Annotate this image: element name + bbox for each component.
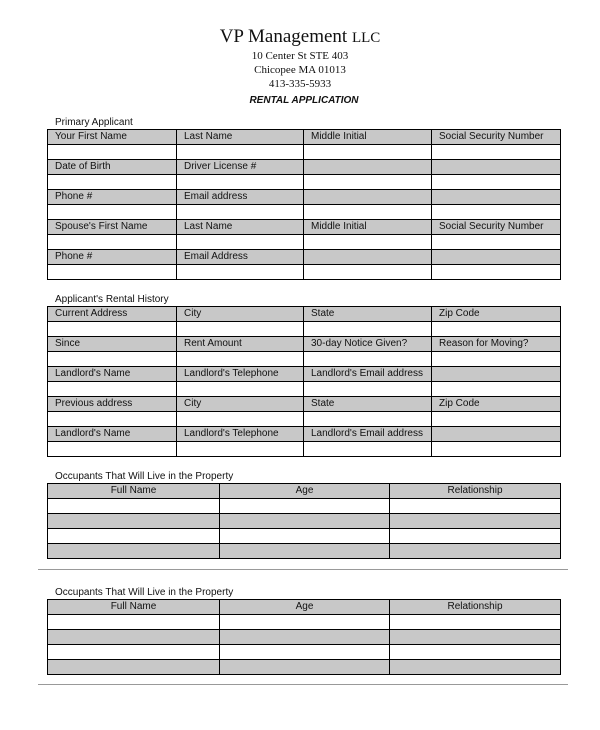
divider bbox=[38, 569, 568, 570]
field-label: Middle Initial bbox=[304, 130, 432, 145]
input-cell[interactable] bbox=[177, 205, 304, 220]
table-row bbox=[48, 615, 561, 630]
input-cell[interactable] bbox=[432, 382, 561, 397]
field-label: State bbox=[304, 307, 432, 322]
field-label: Phone # bbox=[48, 190, 177, 205]
address-line-2: Chicopee MA 01013 bbox=[254, 64, 346, 76]
field-label: Landlord's Name bbox=[48, 367, 177, 382]
input-cell[interactable] bbox=[390, 645, 561, 660]
table-row bbox=[48, 514, 561, 529]
table-row bbox=[48, 235, 561, 250]
field-label: Spouse's First Name bbox=[48, 220, 177, 235]
input-cell[interactable] bbox=[177, 352, 304, 367]
input-cell[interactable] bbox=[390, 514, 561, 529]
table-row bbox=[48, 250, 561, 265]
table-row bbox=[48, 442, 561, 457]
field-label bbox=[304, 190, 432, 205]
field-label: Last Name bbox=[177, 220, 304, 235]
column-header: Full Name bbox=[48, 484, 220, 499]
table-row bbox=[48, 220, 561, 235]
input-cell[interactable] bbox=[220, 615, 390, 630]
primary-applicant-table bbox=[47, 129, 561, 280]
field-label: City bbox=[177, 307, 304, 322]
occupants-table-2 bbox=[47, 599, 561, 675]
input-cell[interactable] bbox=[48, 529, 220, 544]
field-label: Since bbox=[48, 337, 177, 352]
input-cell[interactable] bbox=[48, 145, 177, 160]
input-cell[interactable] bbox=[48, 235, 177, 250]
field-label: City bbox=[177, 397, 304, 412]
input-cell[interactable] bbox=[304, 205, 432, 220]
input-cell[interactable] bbox=[220, 630, 390, 645]
table-header-row bbox=[48, 600, 561, 615]
input-cell[interactable] bbox=[390, 615, 561, 630]
table-row bbox=[48, 352, 561, 367]
input-cell[interactable] bbox=[432, 322, 561, 337]
field-label bbox=[432, 367, 561, 382]
address-line-1: 10 Center St STE 403 bbox=[251, 50, 349, 62]
input-cell[interactable] bbox=[220, 529, 390, 544]
input-cell[interactable] bbox=[48, 322, 177, 337]
table-row bbox=[48, 645, 561, 660]
field-label bbox=[432, 427, 561, 442]
input-cell[interactable] bbox=[48, 630, 220, 645]
divider bbox=[38, 684, 568, 685]
field-label: Date of Birth bbox=[48, 160, 177, 175]
table-row bbox=[48, 427, 561, 442]
field-label: Landlord's Telephone bbox=[177, 367, 304, 382]
field-label: Email address bbox=[177, 190, 304, 205]
input-cell[interactable] bbox=[304, 145, 432, 160]
input-cell[interactable] bbox=[48, 382, 177, 397]
occupants-label-2: Occupants That Will Live in the Property bbox=[55, 587, 234, 598]
rental-history-table bbox=[47, 306, 561, 457]
field-label bbox=[304, 250, 432, 265]
input-cell[interactable] bbox=[220, 660, 390, 675]
field-label: Email Address bbox=[177, 250, 304, 265]
input-cell[interactable] bbox=[220, 499, 390, 514]
company-phone: 413-335-5933 bbox=[268, 78, 332, 90]
input-cell[interactable] bbox=[390, 544, 561, 559]
table-row bbox=[48, 499, 561, 514]
letterhead bbox=[0, 26, 600, 91]
field-label: Landlord's Telephone bbox=[177, 427, 304, 442]
field-label: Last Name bbox=[177, 130, 304, 145]
table-row bbox=[48, 544, 561, 559]
field-label: Zip Code bbox=[432, 397, 561, 412]
input-cell[interactable] bbox=[304, 382, 432, 397]
input-cell[interactable] bbox=[48, 514, 220, 529]
field-label: Zip Code bbox=[432, 307, 561, 322]
table-row bbox=[48, 367, 561, 382]
input-cell[interactable] bbox=[432, 412, 561, 427]
input-cell[interactable] bbox=[390, 630, 561, 645]
input-cell[interactable] bbox=[432, 265, 561, 280]
table-row bbox=[48, 307, 561, 322]
field-label: Phone # bbox=[48, 250, 177, 265]
table-header-row bbox=[48, 484, 561, 499]
input-cell[interactable] bbox=[177, 442, 304, 457]
occupants-table bbox=[47, 483, 561, 559]
table-row bbox=[48, 190, 561, 205]
field-label: Reason for Moving? bbox=[432, 337, 561, 352]
input-cell[interactable] bbox=[304, 352, 432, 367]
table-row bbox=[48, 175, 561, 190]
input-cell[interactable] bbox=[432, 175, 561, 190]
input-cell[interactable] bbox=[304, 442, 432, 457]
input-cell[interactable] bbox=[390, 529, 561, 544]
field-label bbox=[432, 250, 561, 265]
input-cell[interactable] bbox=[304, 412, 432, 427]
table-row bbox=[48, 160, 561, 175]
input-cell[interactable] bbox=[48, 265, 177, 280]
input-cell[interactable] bbox=[304, 265, 432, 280]
input-cell[interactable] bbox=[177, 145, 304, 160]
table-row bbox=[48, 145, 561, 160]
table-row bbox=[48, 130, 561, 145]
field-label: Social Security Number bbox=[432, 220, 561, 235]
input-cell[interactable] bbox=[177, 235, 304, 250]
input-cell[interactable] bbox=[48, 615, 220, 630]
input-cell[interactable] bbox=[220, 514, 390, 529]
field-label: Social Security Number bbox=[432, 130, 561, 145]
input-cell[interactable] bbox=[48, 175, 177, 190]
input-cell[interactable] bbox=[48, 645, 220, 660]
column-header: Relationship bbox=[390, 600, 561, 615]
column-header: Age bbox=[220, 484, 390, 499]
table-row bbox=[48, 265, 561, 280]
field-label bbox=[304, 160, 432, 175]
input-cell[interactable] bbox=[177, 382, 304, 397]
company-name: VP Management LLC bbox=[219, 26, 381, 47]
input-cell[interactable] bbox=[48, 352, 177, 367]
field-label: Current Address bbox=[48, 307, 177, 322]
field-label: State bbox=[304, 397, 432, 412]
input-cell[interactable] bbox=[177, 265, 304, 280]
primary-applicant-label: Primary Applicant bbox=[55, 117, 133, 128]
table-row bbox=[48, 397, 561, 412]
field-label bbox=[432, 190, 561, 205]
input-cell[interactable] bbox=[390, 660, 561, 675]
input-cell[interactable] bbox=[390, 499, 561, 514]
rental-history-label: Applicant's Rental History bbox=[55, 294, 169, 305]
field-label: Middle Initial bbox=[304, 220, 432, 235]
input-cell[interactable] bbox=[432, 352, 561, 367]
table-row bbox=[48, 412, 561, 427]
column-header: Relationship bbox=[390, 484, 561, 499]
input-cell[interactable] bbox=[48, 205, 177, 220]
input-cell[interactable] bbox=[48, 660, 220, 675]
input-cell[interactable] bbox=[220, 544, 390, 559]
field-label: Landlord's Email address bbox=[304, 427, 432, 442]
table-row bbox=[48, 660, 561, 675]
column-header: Age bbox=[220, 600, 390, 615]
field-label: Previous address bbox=[48, 397, 177, 412]
input-cell[interactable] bbox=[48, 412, 177, 427]
input-cell[interactable] bbox=[432, 205, 561, 220]
input-cell[interactable] bbox=[220, 645, 390, 660]
table-row bbox=[48, 382, 561, 397]
table-row bbox=[48, 322, 561, 337]
input-cell[interactable] bbox=[304, 322, 432, 337]
field-label: Rent Amount bbox=[177, 337, 304, 352]
input-cell[interactable] bbox=[432, 235, 561, 250]
table-row bbox=[48, 205, 561, 220]
input-cell[interactable] bbox=[432, 145, 561, 160]
input-cell[interactable] bbox=[177, 322, 304, 337]
field-label: 30-day Notice Given? bbox=[304, 337, 432, 352]
table-row bbox=[48, 337, 561, 352]
input-cell[interactable] bbox=[48, 499, 220, 514]
input-cell[interactable] bbox=[177, 412, 304, 427]
occupants-label: Occupants That Will Live in the Property bbox=[55, 471, 234, 482]
field-label: Landlord's Name bbox=[48, 427, 177, 442]
input-cell[interactable] bbox=[432, 442, 561, 457]
input-cell[interactable] bbox=[177, 175, 304, 190]
field-label: Landlord's Email address bbox=[304, 367, 432, 382]
input-cell[interactable] bbox=[48, 544, 220, 559]
input-cell[interactable] bbox=[304, 175, 432, 190]
field-label: Driver License # bbox=[177, 160, 304, 175]
field-label: Your First Name bbox=[48, 130, 177, 145]
input-cell[interactable] bbox=[304, 235, 432, 250]
column-header: Full Name bbox=[48, 600, 220, 615]
field-label bbox=[432, 160, 561, 175]
input-cell[interactable] bbox=[48, 442, 177, 457]
table-row bbox=[48, 630, 561, 645]
table-row bbox=[48, 529, 561, 544]
form-title: RENTAL APPLICATION bbox=[249, 95, 359, 106]
